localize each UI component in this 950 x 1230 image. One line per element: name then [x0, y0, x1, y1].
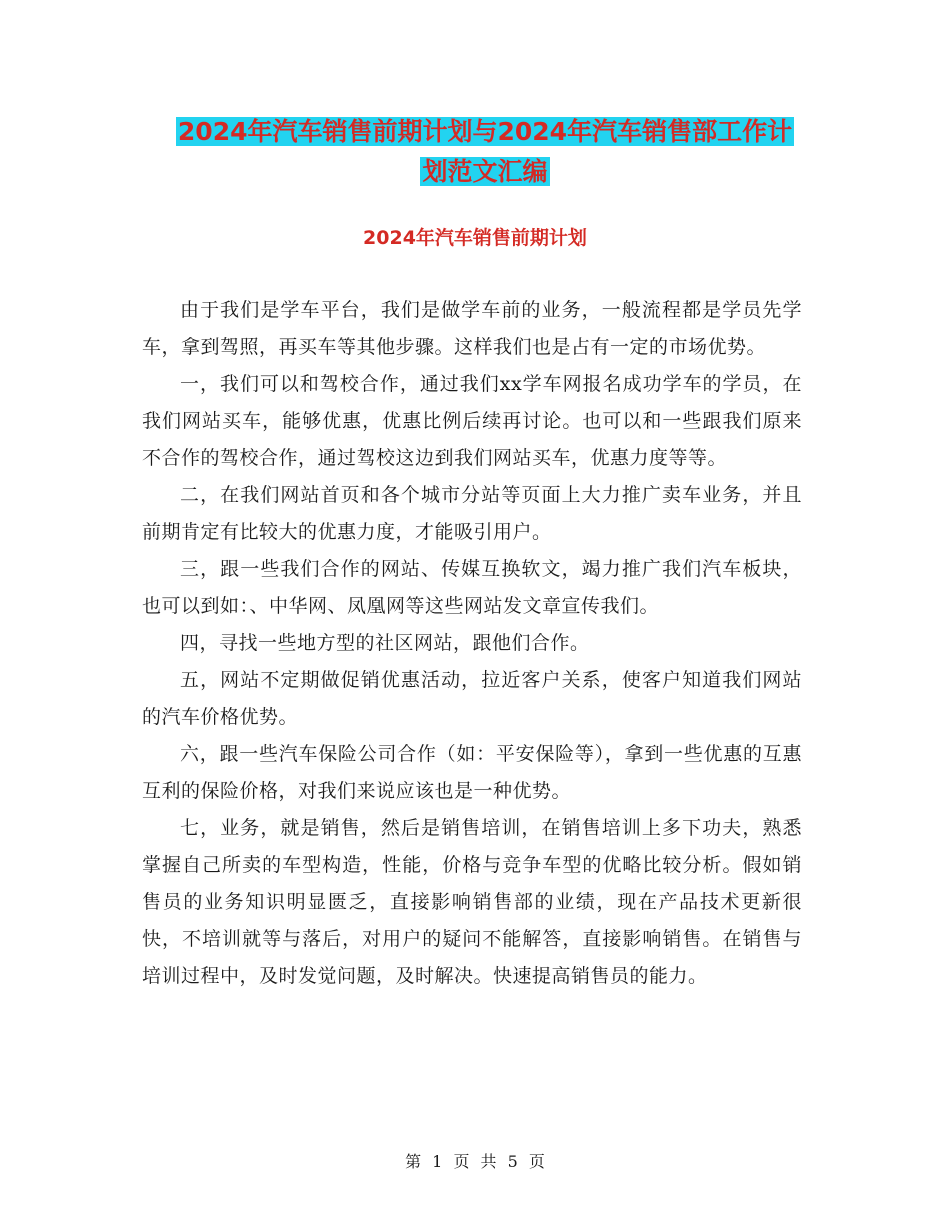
paragraph-item-6: 六，跟一些汽车保险公司合作（如：平安保险等），拿到一些优惠的互惠互利的保险价格，对我们来说应该也是一种优势。 — [142, 743, 802, 802]
paragraph-item-7: 七，业务，就是销售，然后是销售培训，在销售培训上多下功夫，熟悉掌握自己所卖的车型构造，性能，价格与竞争车型的优略比较分析。假如销售员的业务知识明显匮乏，直接影响销售部的业绩，现在产品技术更新很快，不培训就等与落后，对用户的疑问不能解答，直接影响销售。在销售与培训过程中，及时发觉问题，及时解决。快速提高销售员的能力。 — [142, 817, 802, 987]
section-title: 2024年汽车销售前期计划 — [363, 227, 587, 249]
document-title — [150, 112, 820, 192]
paragraph-item-2: 二，在我们网站首页和各个城市分站等页面上大力推广卖车业务，并且前期肯定有比较大的优惠力度，才能吸引用户。 — [142, 484, 802, 543]
document-body — [142, 292, 802, 995]
paragraph-item-4: 四，寻找一些地方型的社区网站，跟他们合作。 — [180, 632, 590, 654]
page-footer: 第 1 页 共 5 页 — [405, 1152, 545, 1171]
paragraph-item-3: 三，跟一些我们合作的网站、传媒互换软文，竭力推广我们汽车板块，也可以到如：、中华网、凤凰网等这些网站发文章宣传我们。 — [142, 558, 802, 617]
paragraph-item-5: 五，网站不定期做促销优惠活动，拉近客户关系，使客户知道我们网站的汽车价格优势。 — [142, 669, 802, 728]
paragraph-intro: 由于我们是学车平台，我们是做学车前的业务，一般流程都是学员先学车，拿到驾照，再买车等其他步骤。这样我们也是占有一定的市场优势。 — [142, 299, 802, 358]
document-title-line2: 划范文汇编 — [422, 157, 548, 186]
document-title-line1: 2024年汽车销售前期计划与2024年汽车销售部工作计 — [177, 117, 793, 146]
paragraph-item-1: 一，我们可以和驾校合作，通过我们xx学车网报名成功学车的学员，在我们网站买车，能够优惠，优惠比例后续再讨论。也可以和一些跟我们原来不合作的驾校合作，通过驾校这边到我们网站买车，优惠力度等等。 — [142, 373, 802, 469]
